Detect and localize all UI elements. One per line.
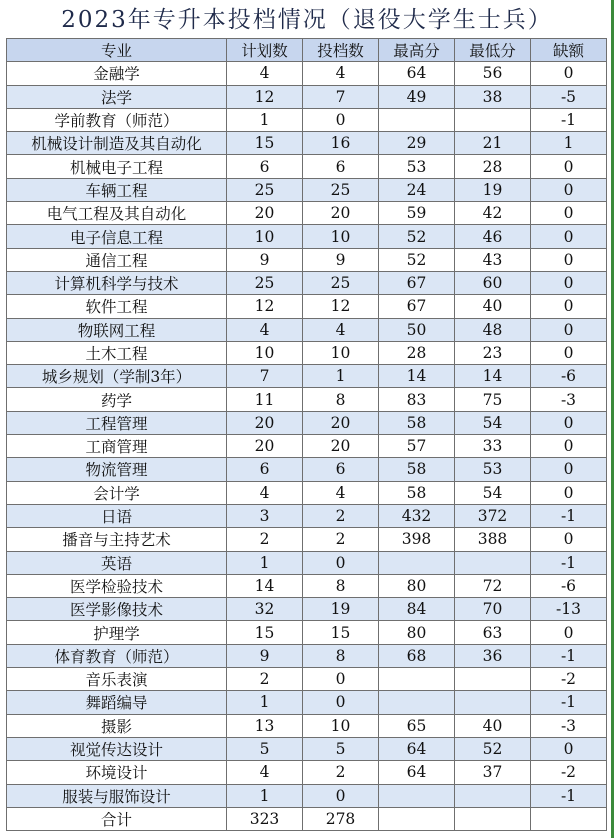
cell-max-score: 67 (379, 295, 455, 318)
cell-shortfall: -1 (531, 504, 607, 527)
cell-min-score: 388 (455, 528, 531, 551)
cell-major: 金融学 (7, 62, 227, 85)
cell-admitted-count: 0 (303, 108, 379, 131)
cell-shortfall: 0 (531, 178, 607, 201)
cell-min-score: 43 (455, 248, 531, 271)
cell-max-score: 58 (379, 458, 455, 481)
cell-admitted-count: 2 (303, 504, 379, 527)
cell-min-score: 63 (455, 621, 531, 644)
cell-major: 日语 (7, 504, 227, 527)
cell-admitted-count: 4 (303, 318, 379, 341)
cell-max-score: 29 (379, 132, 455, 155)
admission-table (6, 38, 607, 831)
cell-plan-count: 11 (227, 388, 303, 411)
cell-admitted-count: 2 (303, 761, 379, 784)
cell-shortfall: -2 (531, 761, 607, 784)
cell-min-score (455, 691, 531, 714)
total-admitted-count: 278 (303, 807, 379, 830)
cell-max-score: 67 (379, 271, 455, 294)
cell-major: 体育教育（师范） (7, 644, 227, 667)
cell-min-score: 52 (455, 737, 531, 760)
cell-admitted-count: 20 (303, 202, 379, 225)
table-row (7, 435, 607, 458)
cell-plan-count: 1 (227, 691, 303, 714)
table-row (7, 132, 607, 155)
cell-min-score: 40 (455, 295, 531, 318)
cell-admitted-count: 4 (303, 481, 379, 504)
cell-max-score: 83 (379, 388, 455, 411)
cell-admitted-count: 10 (303, 714, 379, 737)
cell-shortfall: 0 (531, 155, 607, 178)
cell-admitted-count: 15 (303, 621, 379, 644)
cell-min-score (455, 108, 531, 131)
cell-admitted-count: 8 (303, 644, 379, 667)
cell-admitted-count: 10 (303, 225, 379, 248)
cell-max-score: 52 (379, 225, 455, 248)
table-row (7, 341, 607, 364)
cell-min-score: 54 (455, 481, 531, 504)
cell-max-score: 68 (379, 644, 455, 667)
cell-plan-count: 9 (227, 644, 303, 667)
cell-major: 车辆工程 (7, 178, 227, 201)
cell-shortfall: 0 (531, 528, 607, 551)
table-row (7, 598, 607, 621)
cell-admitted-count: 10 (303, 341, 379, 364)
cell-shortfall: 0 (531, 318, 607, 341)
table-row (7, 644, 607, 667)
cell-admitted-count: 20 (303, 411, 379, 434)
cell-min-score: 72 (455, 574, 531, 597)
cell-plan-count: 15 (227, 132, 303, 155)
cell-admitted-count: 25 (303, 178, 379, 201)
cell-min-score: 48 (455, 318, 531, 341)
cell-major: 工商管理 (7, 435, 227, 458)
table-row (7, 155, 607, 178)
header-max-score: 最高分 (379, 39, 455, 62)
cell-min-score: 70 (455, 598, 531, 621)
table-row (7, 621, 607, 644)
cell-plan-count: 2 (227, 668, 303, 691)
cell-major: 播音与主持艺术 (7, 528, 227, 551)
cell-plan-count: 6 (227, 458, 303, 481)
cell-plan-count: 12 (227, 85, 303, 108)
cell-major: 机械电子工程 (7, 155, 227, 178)
cell-min-score: 21 (455, 132, 531, 155)
header-min-score: 最低分 (455, 39, 531, 62)
cell-min-score: 36 (455, 644, 531, 667)
cell-major: 通信工程 (7, 248, 227, 271)
total-plan-count: 323 (227, 807, 303, 830)
cell-min-score: 38 (455, 85, 531, 108)
cell-max-score: 57 (379, 435, 455, 458)
cell-shortfall: 0 (531, 435, 607, 458)
cell-min-score: 372 (455, 504, 531, 527)
cell-major: 药学 (7, 388, 227, 411)
cell-major: 视觉传达设计 (7, 737, 227, 760)
cell-admitted-count: 7 (303, 85, 379, 108)
header-plan-count: 计划数 (227, 39, 303, 62)
cell-max-score: 24 (379, 178, 455, 201)
cell-max-score (379, 784, 455, 807)
cell-major: 机械设计制造及其自动化 (7, 132, 227, 155)
cell-admitted-count: 0 (303, 691, 379, 714)
cell-admitted-count: 0 (303, 784, 379, 807)
cell-plan-count: 5 (227, 737, 303, 760)
table-row (7, 504, 607, 527)
cell-max-score: 398 (379, 528, 455, 551)
cell-admitted-count: 19 (303, 598, 379, 621)
cell-plan-count: 10 (227, 225, 303, 248)
cell-major: 服装与服饰设计 (7, 784, 227, 807)
cell-plan-count: 4 (227, 761, 303, 784)
cell-max-score: 64 (379, 737, 455, 760)
cell-min-score (455, 668, 531, 691)
cell-admitted-count: 12 (303, 295, 379, 318)
cell-shortfall: 0 (531, 295, 607, 318)
table-row (7, 365, 607, 388)
cell-plan-count: 20 (227, 411, 303, 434)
cell-plan-count: 4 (227, 318, 303, 341)
cell-plan-count: 25 (227, 178, 303, 201)
cell-major: 英语 (7, 551, 227, 574)
table-row (7, 248, 607, 271)
cell-major: 舞蹈编导 (7, 691, 227, 714)
table-row (7, 714, 607, 737)
cell-major: 法学 (7, 85, 227, 108)
cell-plan-count: 6 (227, 155, 303, 178)
cell-plan-count: 9 (227, 248, 303, 271)
table-row (7, 271, 607, 294)
cell-major: 医学检验技术 (7, 574, 227, 597)
table-row (7, 62, 607, 85)
table-row (7, 551, 607, 574)
cell-min-score: 56 (455, 62, 531, 85)
total-shortfall (531, 807, 607, 830)
cell-shortfall: -6 (531, 574, 607, 597)
cell-min-score (455, 551, 531, 574)
cell-plan-count: 1 (227, 108, 303, 131)
cell-major: 物联网工程 (7, 318, 227, 341)
cell-max-score: 53 (379, 155, 455, 178)
cell-plan-count: 4 (227, 481, 303, 504)
cell-admitted-count: 8 (303, 388, 379, 411)
cell-major: 学前教育（师范） (7, 108, 227, 131)
cell-min-score: 40 (455, 714, 531, 737)
table-row (7, 458, 607, 481)
cell-shortfall: -1 (531, 644, 607, 667)
cell-shortfall: 0 (531, 341, 607, 364)
cell-admitted-count: 0 (303, 551, 379, 574)
cell-plan-count: 10 (227, 341, 303, 364)
cell-max-score: 28 (379, 341, 455, 364)
table-row (7, 318, 607, 341)
cell-admitted-count: 1 (303, 365, 379, 388)
cell-major: 会计学 (7, 481, 227, 504)
table-row (7, 225, 607, 248)
total-label: 合计 (7, 807, 227, 830)
cell-shortfall: 0 (531, 202, 607, 225)
cell-plan-count: 25 (227, 271, 303, 294)
cell-max-score: 64 (379, 62, 455, 85)
cell-plan-count: 4 (227, 62, 303, 85)
cell-shortfall: 0 (531, 62, 607, 85)
cell-major: 摄影 (7, 714, 227, 737)
cell-major: 计算机科学与技术 (7, 271, 227, 294)
cell-shortfall: -3 (531, 714, 607, 737)
table-header (7, 39, 607, 62)
cell-min-score (455, 784, 531, 807)
table-row (7, 528, 607, 551)
cell-admitted-count: 0 (303, 668, 379, 691)
table-row (7, 784, 607, 807)
table-row (7, 411, 607, 434)
total-row (7, 807, 607, 830)
page-title: 2023年专升本投档情况（退役大学生士兵） (61, 7, 553, 33)
cell-major: 电气工程及其自动化 (7, 202, 227, 225)
cell-max-score: 80 (379, 621, 455, 644)
cell-min-score: 33 (455, 435, 531, 458)
cell-max-score (379, 691, 455, 714)
table-row (7, 178, 607, 201)
header-admitted-count: 投档数 (303, 39, 379, 62)
cell-shortfall: -5 (531, 85, 607, 108)
cell-major: 土木工程 (7, 341, 227, 364)
cell-shortfall: -1 (531, 551, 607, 574)
cell-max-score: 59 (379, 202, 455, 225)
cell-min-score: 46 (455, 225, 531, 248)
cell-admitted-count: 9 (303, 248, 379, 271)
table-row (7, 668, 607, 691)
cell-admitted-count: 2 (303, 528, 379, 551)
cell-min-score: 54 (455, 411, 531, 434)
cell-shortfall: -6 (531, 365, 607, 388)
cell-plan-count: 20 (227, 435, 303, 458)
cell-shortfall: 0 (531, 481, 607, 504)
table-footer (7, 807, 607, 830)
cell-major: 环境设计 (7, 761, 227, 784)
cell-major: 城乡规划（学制3年） (7, 365, 227, 388)
cell-min-score: 28 (455, 155, 531, 178)
header-shortfall: 缺额 (531, 39, 607, 62)
cell-min-score: 42 (455, 202, 531, 225)
cell-min-score: 75 (455, 388, 531, 411)
cell-plan-count: 14 (227, 574, 303, 597)
cell-max-score: 58 (379, 481, 455, 504)
cell-major: 软件工程 (7, 295, 227, 318)
cell-shortfall: 0 (531, 271, 607, 294)
total-max-score (379, 807, 455, 830)
cell-major: 电子信息工程 (7, 225, 227, 248)
cell-major: 物流管理 (7, 458, 227, 481)
table-row (7, 202, 607, 225)
cell-max-score: 14 (379, 365, 455, 388)
table-row (7, 85, 607, 108)
cell-shortfall: -3 (531, 388, 607, 411)
cell-plan-count: 1 (227, 551, 303, 574)
total-min-score (455, 807, 531, 830)
cell-max-score: 49 (379, 85, 455, 108)
cell-admitted-count: 4 (303, 62, 379, 85)
cell-min-score: 14 (455, 365, 531, 388)
cell-min-score: 19 (455, 178, 531, 201)
table-row (7, 295, 607, 318)
cell-major: 护理学 (7, 621, 227, 644)
cell-max-score (379, 108, 455, 131)
cell-shortfall: 0 (531, 225, 607, 248)
header-row (7, 39, 607, 62)
cell-plan-count: 20 (227, 202, 303, 225)
cell-shortfall: -1 (531, 691, 607, 714)
cell-max-score: 52 (379, 248, 455, 271)
table-row (7, 737, 607, 760)
cell-max-score: 64 (379, 761, 455, 784)
cell-min-score: 60 (455, 271, 531, 294)
cell-max-score: 58 (379, 411, 455, 434)
cell-shortfall: 0 (531, 411, 607, 434)
cell-admitted-count: 6 (303, 458, 379, 481)
cell-major: 音乐表演 (7, 668, 227, 691)
cell-shortfall: 0 (531, 248, 607, 271)
cell-shortfall: -2 (531, 668, 607, 691)
cell-plan-count: 3 (227, 504, 303, 527)
header-major: 专业 (7, 39, 227, 62)
cell-plan-count: 2 (227, 528, 303, 551)
cell-plan-count: 7 (227, 365, 303, 388)
cell-admitted-count: 8 (303, 574, 379, 597)
table-row (7, 574, 607, 597)
cell-admitted-count: 20 (303, 435, 379, 458)
cell-shortfall: 1 (531, 132, 607, 155)
cell-max-score (379, 668, 455, 691)
table-row (7, 388, 607, 411)
cell-shortfall: 0 (531, 621, 607, 644)
cell-max-score (379, 551, 455, 574)
cell-admitted-count: 5 (303, 737, 379, 760)
cell-major: 工程管理 (7, 411, 227, 434)
cell-shortfall: -1 (531, 108, 607, 131)
cell-plan-count: 15 (227, 621, 303, 644)
cell-max-score: 432 (379, 504, 455, 527)
cell-admitted-count: 25 (303, 271, 379, 294)
cell-max-score: 80 (379, 574, 455, 597)
cell-plan-count: 13 (227, 714, 303, 737)
cell-max-score: 84 (379, 598, 455, 621)
cell-max-score: 50 (379, 318, 455, 341)
cell-min-score: 53 (455, 458, 531, 481)
cell-shortfall: -1 (531, 784, 607, 807)
cell-shortfall: -13 (531, 598, 607, 621)
cell-plan-count: 1 (227, 784, 303, 807)
cell-shortfall: 0 (531, 458, 607, 481)
cell-shortfall: 0 (531, 737, 607, 760)
cell-admitted-count: 6 (303, 155, 379, 178)
table-row (7, 108, 607, 131)
table-body (7, 62, 607, 808)
cell-max-score: 65 (379, 714, 455, 737)
table-row (7, 691, 607, 714)
table-row (7, 761, 607, 784)
cell-plan-count: 32 (227, 598, 303, 621)
table-row (7, 481, 607, 504)
cell-admitted-count: 16 (303, 132, 379, 155)
cell-min-score: 37 (455, 761, 531, 784)
cell-major: 医学影像技术 (7, 598, 227, 621)
cell-plan-count: 12 (227, 295, 303, 318)
cell-min-score: 23 (455, 341, 531, 364)
